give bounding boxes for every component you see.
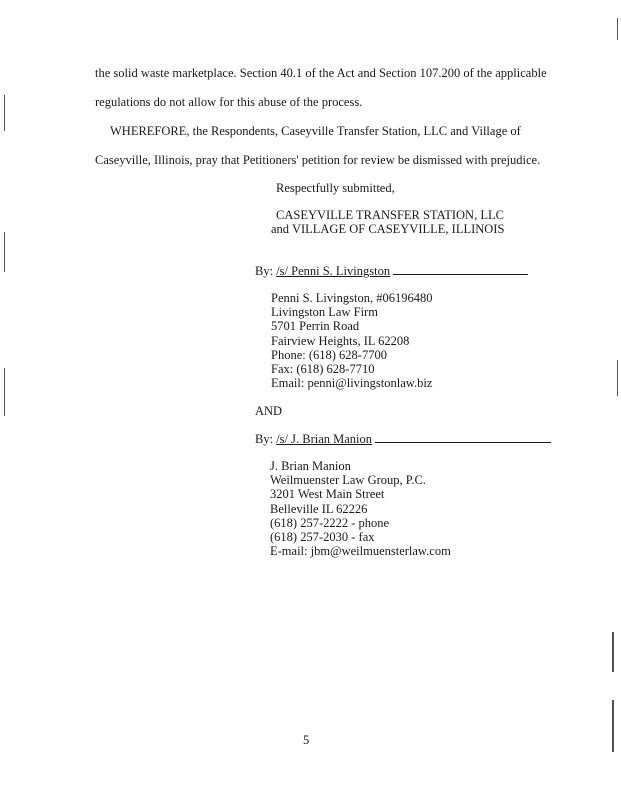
address-block-1: [271, 291, 432, 390]
wherefore-line-2: Caseyville, Illinois, pray that Petitioners' petition for review be dismissed with prejudice.: [95, 153, 541, 167]
address-line: E-mail: jbm@weilmuensterlaw.com: [270, 544, 451, 559]
address-line: J. Brian Manion: [270, 459, 351, 473]
signature-line-2: [255, 432, 551, 447]
scan-artifact: [4, 368, 5, 416]
address-line: Belleville IL 62226: [270, 501, 368, 516]
address-line: Penni S. Livingston, #06196480: [271, 291, 433, 305]
party-line-1: CASEYVILLE TRANSFER STATION, LLC: [276, 208, 504, 222]
address-line: (618) 257-2222 - phone: [270, 515, 390, 530]
by-label: By:: [255, 432, 274, 446]
scan-artifact: [4, 232, 5, 272]
wherefore-line-1: WHEREFORE, the Respondents, Caseyville Transfer Station, LLC and Village of: [110, 124, 521, 138]
scan-artifact: [4, 95, 5, 131]
address-line: Phone: (618) 628-7700: [271, 347, 387, 362]
scan-artifact: [617, 360, 618, 396]
address-line: Livingston Law Firm: [271, 305, 378, 320]
page-number: 5: [303, 733, 310, 747]
scan-artifact: [612, 632, 614, 672]
scan-artifact: [612, 700, 614, 752]
paragraph-line-2: regulations do not allow for this abuse of the process.: [95, 95, 363, 109]
signature-line-1: [255, 264, 528, 279]
by-label: By:: [255, 264, 274, 278]
scan-artifact: [617, 18, 618, 40]
address-block-2: [270, 459, 451, 558]
paragraph-line-1: the solid waste marketplace. Section 40.1 of the Act and Section 107.200 of the applicable: [95, 66, 547, 80]
signature-rule: [393, 273, 528, 275]
address-line: Fax: (618) 628-7710: [271, 362, 375, 377]
signed-name: /s/ Penni S. Livingston: [276, 264, 391, 278]
signed-name: /s/ J. Brian Manion: [276, 432, 373, 446]
address-line: Email: penni@livingstonlaw.biz: [271, 376, 433, 391]
party-line-2: and VILLAGE OF CASEYVILLE, ILLINOIS: [271, 222, 505, 236]
address-line: Weilmuenster Law Group, P.C.: [270, 473, 426, 488]
address-line: 5701 Perrin Road: [271, 319, 360, 334]
signature-rule: [375, 441, 551, 443]
address-line: Fairview Heights, IL 62208: [271, 333, 410, 348]
address-line: (618) 257-2030 - fax: [270, 530, 375, 545]
closing-text: Respectfully submitted,: [276, 181, 395, 195]
and-label: AND: [255, 404, 283, 418]
address-line: 3201 West Main Street: [270, 487, 385, 502]
